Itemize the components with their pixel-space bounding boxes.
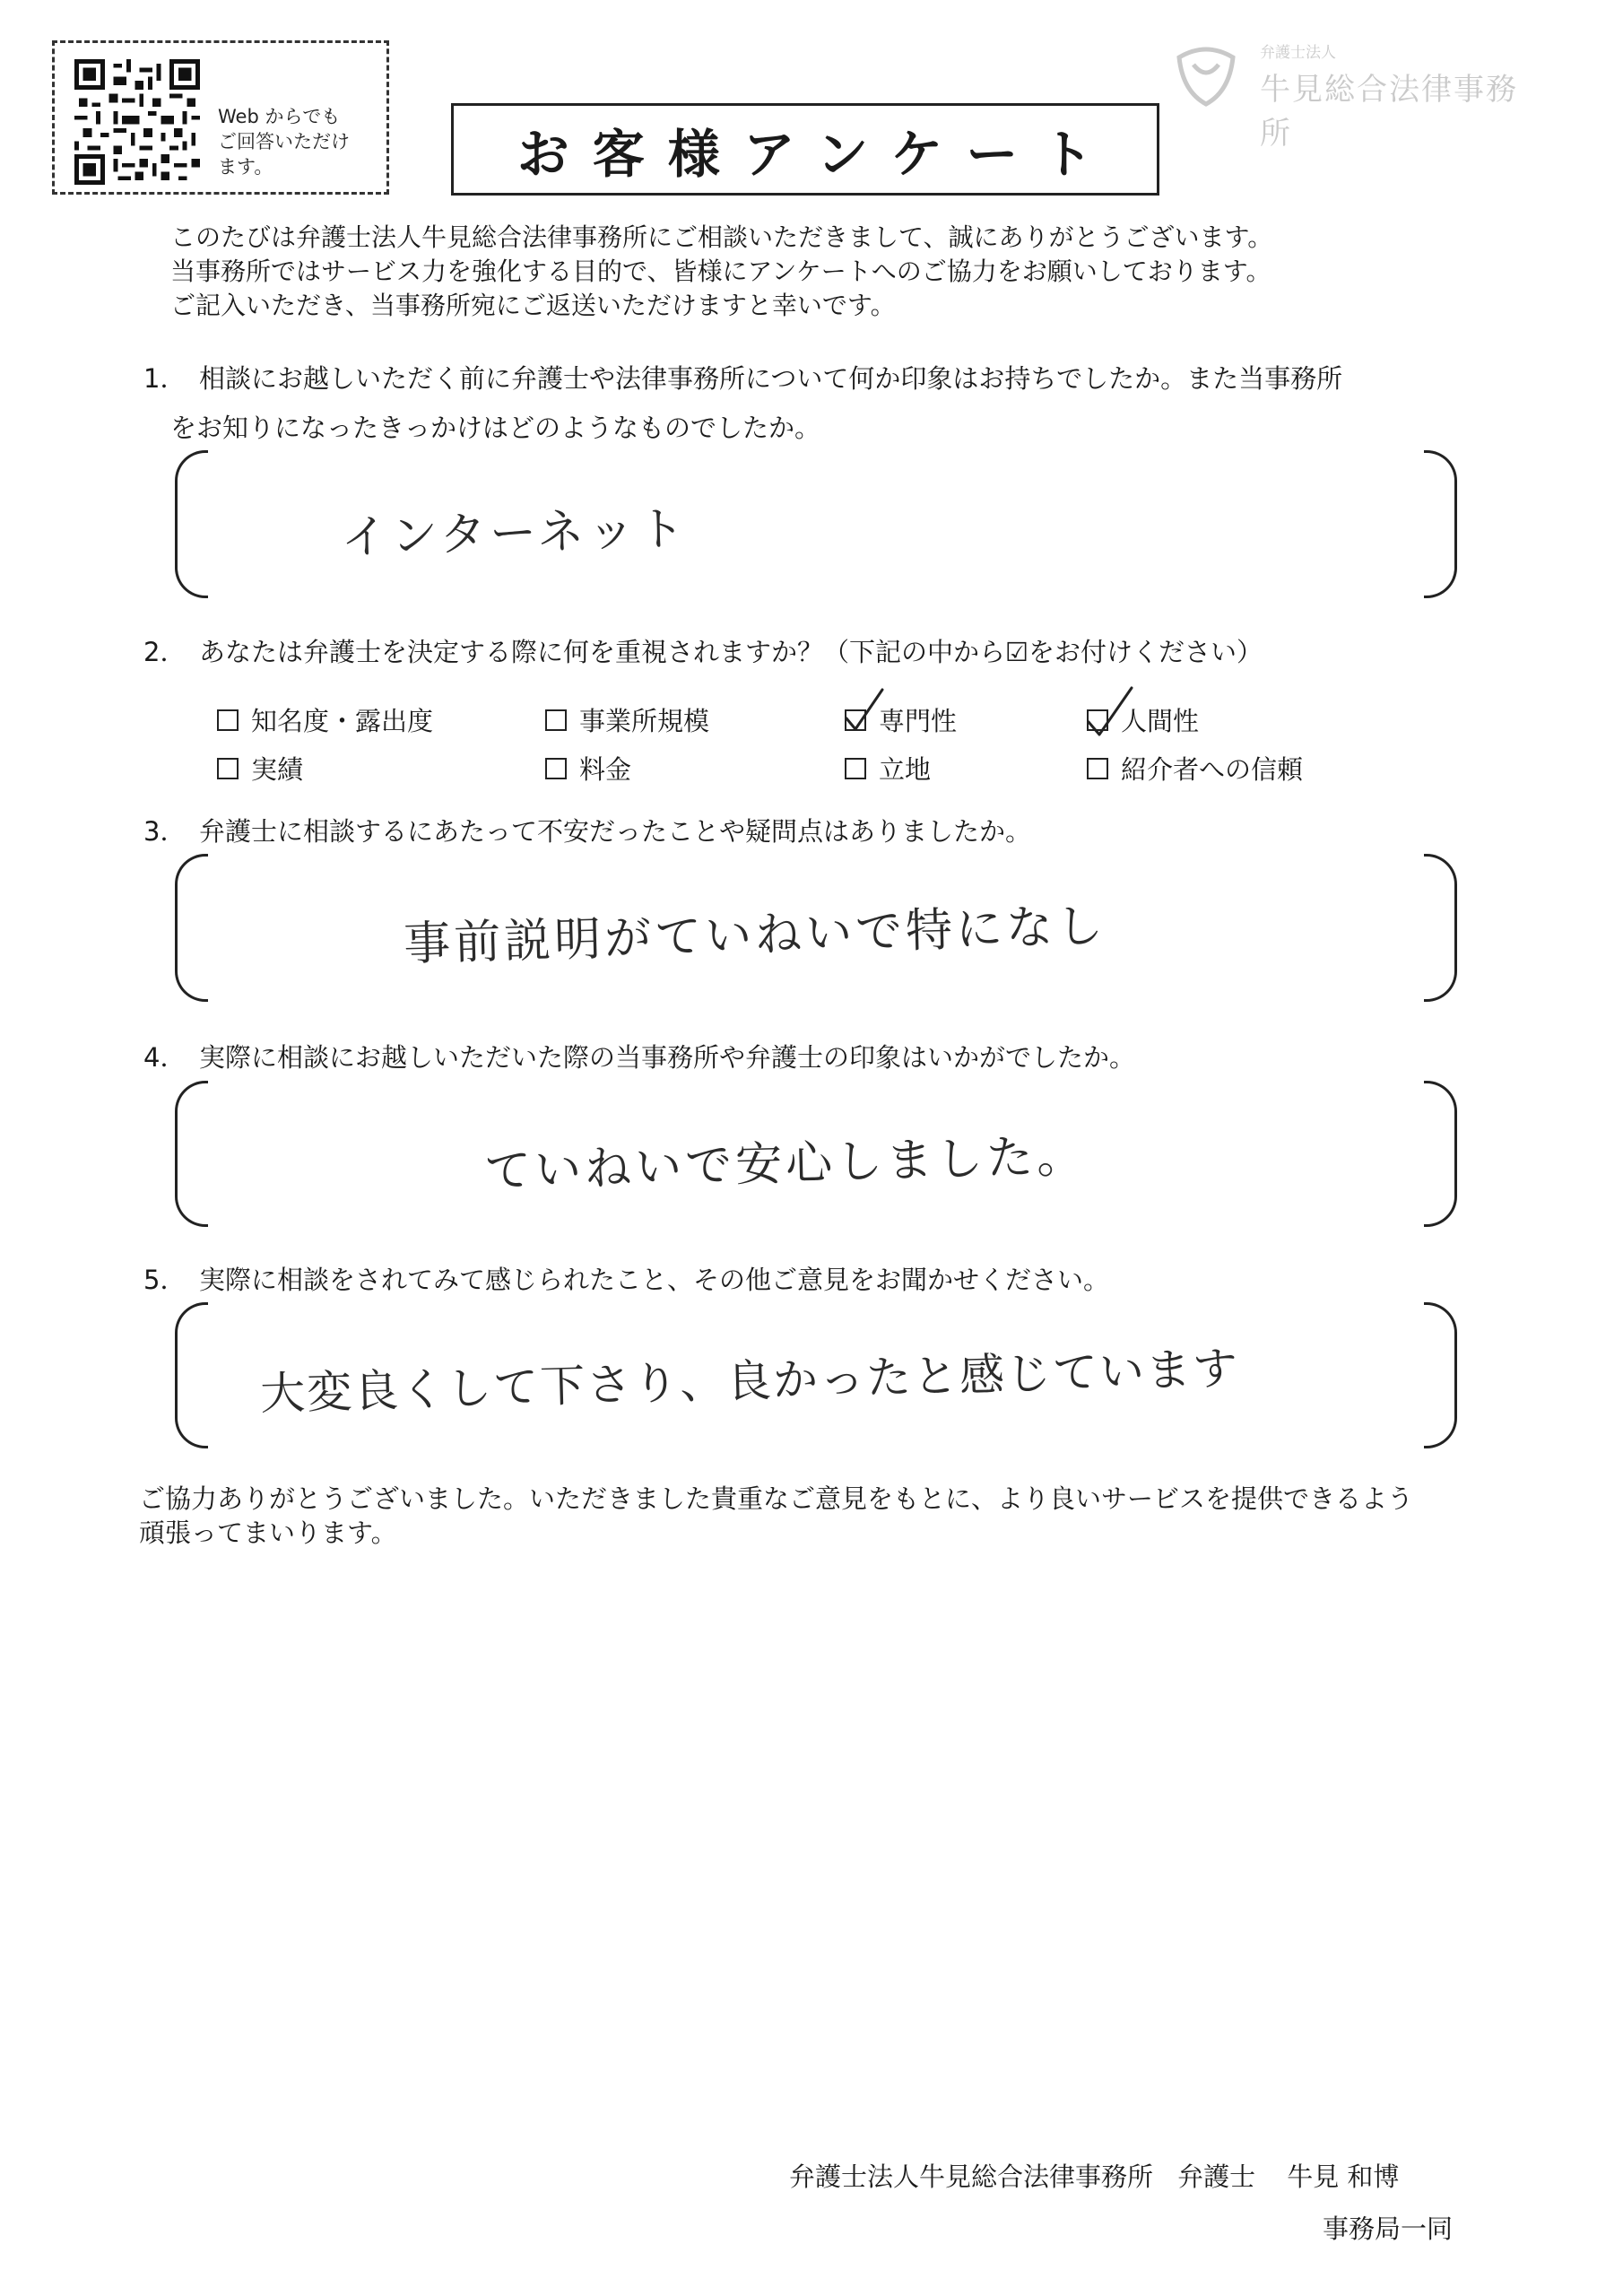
bracket-left <box>175 450 208 598</box>
qr-web-note: Web からでも ご回答いただけ ます。 <box>218 106 350 178</box>
bracket-right <box>1424 1081 1457 1227</box>
closing-line-2: 頑張ってまいります。 <box>139 1518 397 1548</box>
checkmark-icon <box>843 686 888 735</box>
intro-line-2: 当事務所ではサービス力を強化する目的で、皆様にアンケートへのご協力をお願いしております。 <box>170 257 1271 286</box>
qr-code-box <box>52 40 389 195</box>
bracket-left <box>175 1302 208 1448</box>
checkbox-personality[interactable] <box>1087 709 1108 731</box>
option-track-record-label: 実績 <box>251 754 304 785</box>
intro-line-3: ご記入いただき、当事務所宛にご返送いただけますと幸いです。 <box>170 291 896 320</box>
checkbox-publicity[interactable] <box>217 709 239 731</box>
option-location[interactable] <box>845 750 931 787</box>
option-publicity[interactable] <box>217 701 433 738</box>
option-publicity-label: 知名度・露出度 <box>251 706 434 736</box>
option-office-size[interactable] <box>545 701 709 738</box>
option-fee-label: 料金 <box>579 754 632 785</box>
signature-name: 牛見 和博 <box>1287 2161 1400 2192</box>
closing-line-1: ご協力ありがとうございました。いただきました貴重なご意見をもとに、より良いサービスを提供できるよう <box>139 1483 1414 1514</box>
bracket-left <box>175 1081 208 1227</box>
question-5-text: 実際に相談をされてみて感じられたこと、その他ご意見をお聞かせください。 <box>199 1265 1110 1295</box>
option-track-record[interactable] <box>217 750 303 787</box>
bracket-left <box>175 854 208 1002</box>
question-2-text: あなたは弁護士を決定する際に何を重視されますか？（下記の中から☑をお付けください） <box>199 637 1263 667</box>
option-expertise-label: 専門性 <box>879 706 958 736</box>
firm-logo-type: 弁護士法人 <box>1260 44 1336 62</box>
question-1-text: 相談にお越しいただく前に弁護士や法律事務所について何か印象はお持ちでしたか。また当事務所 <box>199 363 1343 394</box>
checkmark-icon <box>1085 686 1135 738</box>
option-location-label: 立地 <box>879 754 932 785</box>
answer-4-handwriting: ていねいで安心しました。 <box>483 1129 1088 1199</box>
answer-1-handwriting: インターネット <box>340 501 690 566</box>
signature-role: 弁護士 <box>1177 2161 1256 2192</box>
checkbox-office-size[interactable] <box>545 709 567 731</box>
option-fee[interactable] <box>545 750 631 787</box>
answer-3-handwriting: 事前説明がていねいで特になし <box>403 899 1107 972</box>
checkbox-track-record[interactable] <box>217 758 239 779</box>
bracket-right <box>1424 1302 1457 1448</box>
survey-title-box <box>451 103 1159 196</box>
option-office-size-label: 事業所規模 <box>579 706 710 736</box>
checkbox-expertise[interactable] <box>845 709 866 731</box>
option-personality[interactable] <box>1087 701 1199 738</box>
answer-5-field[interactable] <box>175 1302 1457 1448</box>
question-1-text-cont: をお知りになったきっかけはどのようなものでしたか。 <box>170 413 821 443</box>
answer-5-handwriting: 大変良くして下さり、良かったと感じています <box>259 1342 1240 1421</box>
answer-4-field[interactable] <box>175 1081 1457 1227</box>
question-4-number: 4． <box>143 1042 187 1073</box>
bracket-right <box>1424 854 1457 1002</box>
question-2-number: 2． <box>143 637 187 667</box>
option-referrer-trust[interactable] <box>1087 750 1303 787</box>
option-expertise[interactable] <box>845 701 957 738</box>
firm-logo-name: 牛見総合法律事務所 <box>1260 72 1518 152</box>
bracket-right <box>1424 450 1457 598</box>
survey-title: お客様アンケート <box>516 123 1117 185</box>
signature-firm: 弁護士法人牛見総合法律事務所 <box>789 2161 1154 2192</box>
checkbox-referrer-trust[interactable] <box>1087 758 1108 779</box>
qr-code-image[interactable] <box>74 59 200 185</box>
checkbox-location[interactable] <box>845 758 866 779</box>
intro-line-1: このたびは弁護士法人牛見総合法律事務所にご相談いただきまして、誠にありがとうございます。 <box>170 222 1273 252</box>
option-referrer-trust-label: 紹介者への信頼 <box>1121 754 1304 785</box>
firm-logo <box>1170 38 1547 152</box>
checkbox-fee[interactable] <box>545 758 567 779</box>
question-3-text: 弁護士に相談するにあたって不安だったことや疑問点はありましたか。 <box>199 816 1032 847</box>
firm-emblem-icon <box>1170 38 1242 109</box>
signature-staff: 事務局一同 <box>1323 2213 1454 2244</box>
question-1-number: 1． <box>143 363 187 394</box>
answer-1-field[interactable] <box>175 450 1457 598</box>
question-5-number: 5． <box>143 1265 187 1295</box>
question-4-text: 実際に相談にお越しいただいた際の当事務所や弁護士の印象はいかがでしたか。 <box>199 1042 1136 1073</box>
signature <box>789 2157 1399 2194</box>
option-personality-label: 人間性 <box>1121 706 1200 736</box>
question-3-number: 3． <box>143 816 187 847</box>
answer-3-field[interactable] <box>175 854 1457 1002</box>
